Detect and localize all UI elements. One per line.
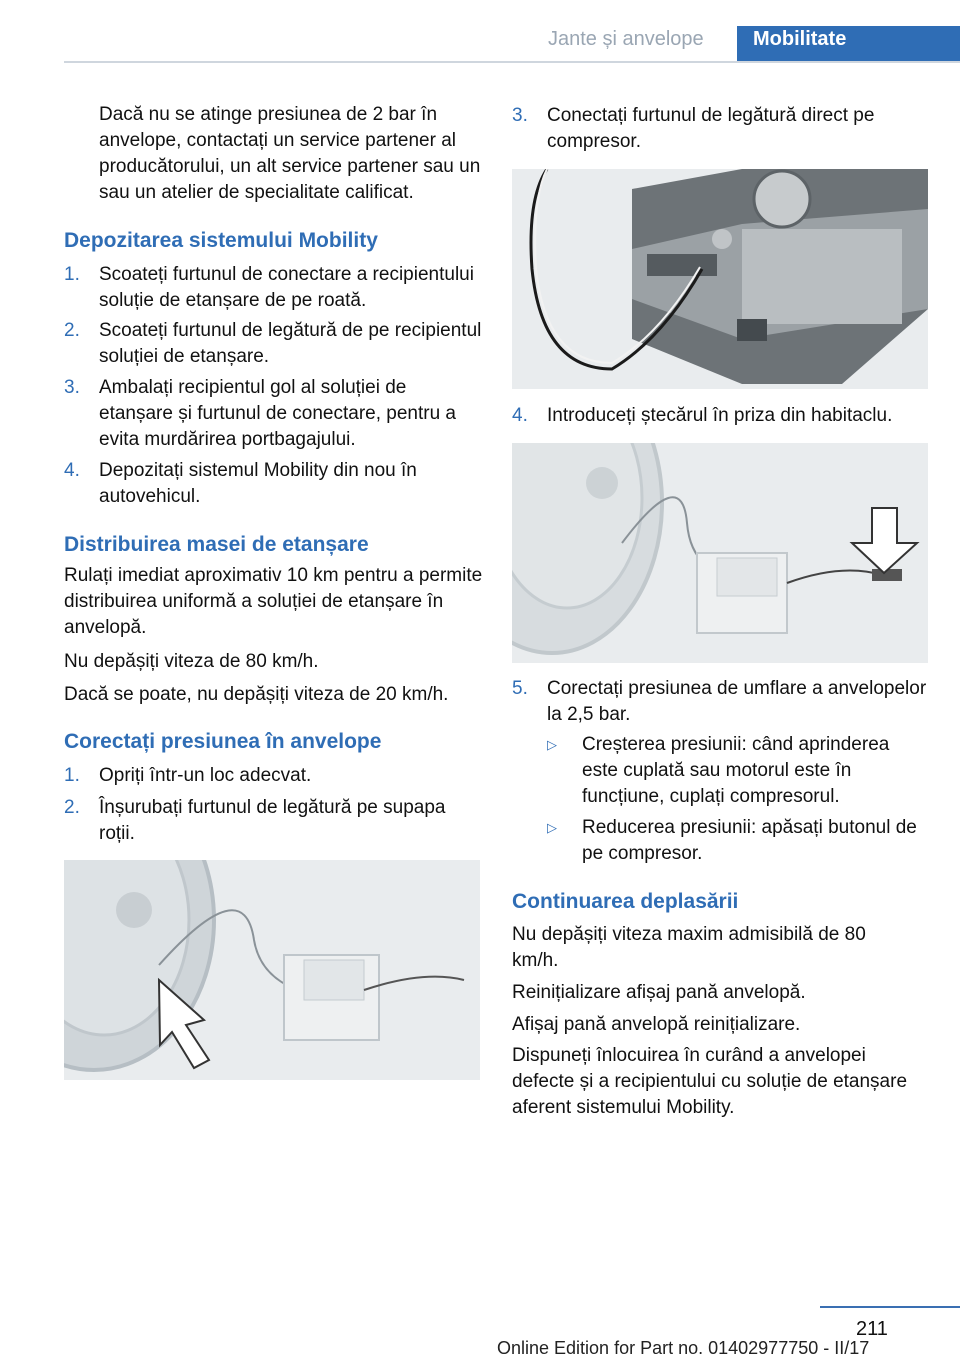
header-chapter-tab: Mobilitate: [737, 26, 960, 62]
page-number: 211: [856, 1318, 888, 1340]
step-number: 4.: [64, 460, 80, 481]
continue-paragraph-1: Nu depășiți viteza maxim admisibilă de 80 km/h.: [512, 924, 866, 971]
compressor-illustration: [512, 169, 928, 389]
figure-compressor-hose: [512, 169, 928, 389]
bullet-decrease-pressure: [547, 815, 930, 867]
valve-illustration: [64, 860, 480, 1080]
continue-paragraph-4: Dispuneți înlocuirea în curând a anvelopei defecte și a recipientului cu soluție de etanșare aferent sistemului Mobility.: [512, 1045, 908, 1118]
continue-paragraph-2: Reinițializare afișaj pană anvelopă.: [512, 982, 806, 1003]
compressor-step-5: [512, 676, 930, 728]
storage-heading: Depozitarea sistemului Mobility: [64, 229, 378, 252]
step-number: 4.: [512, 405, 528, 426]
distribution-heading: Distribuirea masei de etanșare: [64, 533, 369, 556]
storage-step-1: [64, 262, 484, 314]
bullet-text: Reducerea presiunii: apăsați butonul de pe compresor.: [582, 817, 917, 864]
bullet-text: Creșterea presiunii: când aprinderea este cuplată sau motorul este în funcțiune, cuplați compresorul.: [582, 734, 890, 807]
step-text: Depozitați sistemul Mobility din nou în autovehicul.: [99, 460, 417, 507]
pressure-step-2: [64, 795, 484, 847]
figure-plug-socket: [512, 443, 928, 663]
compressor-step-3: [512, 103, 930, 155]
step-text: Înșurubați furtunul de legătură pe supapa roții.: [99, 797, 446, 844]
bullet-increase-pressure: [547, 732, 930, 810]
step-number: 5.: [512, 678, 528, 699]
footer-rule: [820, 1306, 960, 1308]
step-number: 1.: [64, 264, 80, 285]
triangle-bullet-icon: ▷: [547, 820, 557, 835]
edition-footer: Online Edition for Part no. 01402977750 - II/17: [497, 1338, 870, 1358]
step-text: Ambalați recipientul gol al soluției de etanșare și furtunul de conectare, pentru a evita murdărirea portbagajului.: [99, 377, 457, 450]
compressor-step-4: [512, 403, 930, 429]
pressure-heading: Corectați presiunea în anvelope: [64, 730, 382, 753]
header-rule: [64, 61, 960, 63]
step-number: 2.: [64, 320, 80, 341]
step-number: 3.: [512, 105, 528, 126]
continue-paragraph-3: Afișaj pană anvelopă reinițializare.: [512, 1014, 801, 1035]
speed-20-paragraph: Dacă se poate, nu depășiți viteza de 20 km/h.: [64, 684, 449, 705]
intro-paragraph: Dacă nu se atinge presiunea de 2 bar în anvelope, contactați un service partener al producătorului, un alt service partener sau un sau un atelier de specialitate calificat.: [99, 104, 481, 203]
step-number: 3.: [64, 377, 80, 398]
distribution-paragraph: Rulați imediat aproximativ 10 km pentru a permite distribuirea uniformă a soluției de etanșare în anvelopă.: [64, 565, 483, 638]
speed-80-paragraph: Nu depășiți viteza de 80 km/h.: [64, 651, 319, 672]
step-number: 1.: [64, 765, 80, 786]
step-text: Introduceți ștecărul în priza din habitaclu.: [547, 405, 893, 426]
continue-heading: Continuarea deplasării: [512, 890, 739, 913]
header-section-title: Jante și anvelope: [548, 28, 704, 50]
plug-illustration: [512, 443, 928, 663]
step-text: Scoateți furtunul de legătură de pe recipientul soluției de etanșare.: [99, 320, 482, 367]
triangle-bullet-icon: ▷: [547, 737, 557, 752]
pressure-step-1: [64, 763, 484, 789]
step-number: 2.: [64, 797, 80, 818]
step-text: Conectați furtunul de legătură direct pe compresor.: [547, 105, 875, 152]
step-text: Corectați presiunea de umflare a anvelopelor la 2,5 bar.: [547, 678, 927, 725]
storage-step-2: [64, 318, 484, 370]
storage-step-4: [64, 458, 484, 510]
storage-step-3: [64, 375, 484, 453]
step-text: Opriți într-un loc adecvat.: [99, 765, 312, 786]
step-text: Scoateți furtunul de conectare a recipientului soluție de etanșare de pe roată.: [99, 264, 474, 311]
figure-valve-connection: [64, 860, 480, 1080]
